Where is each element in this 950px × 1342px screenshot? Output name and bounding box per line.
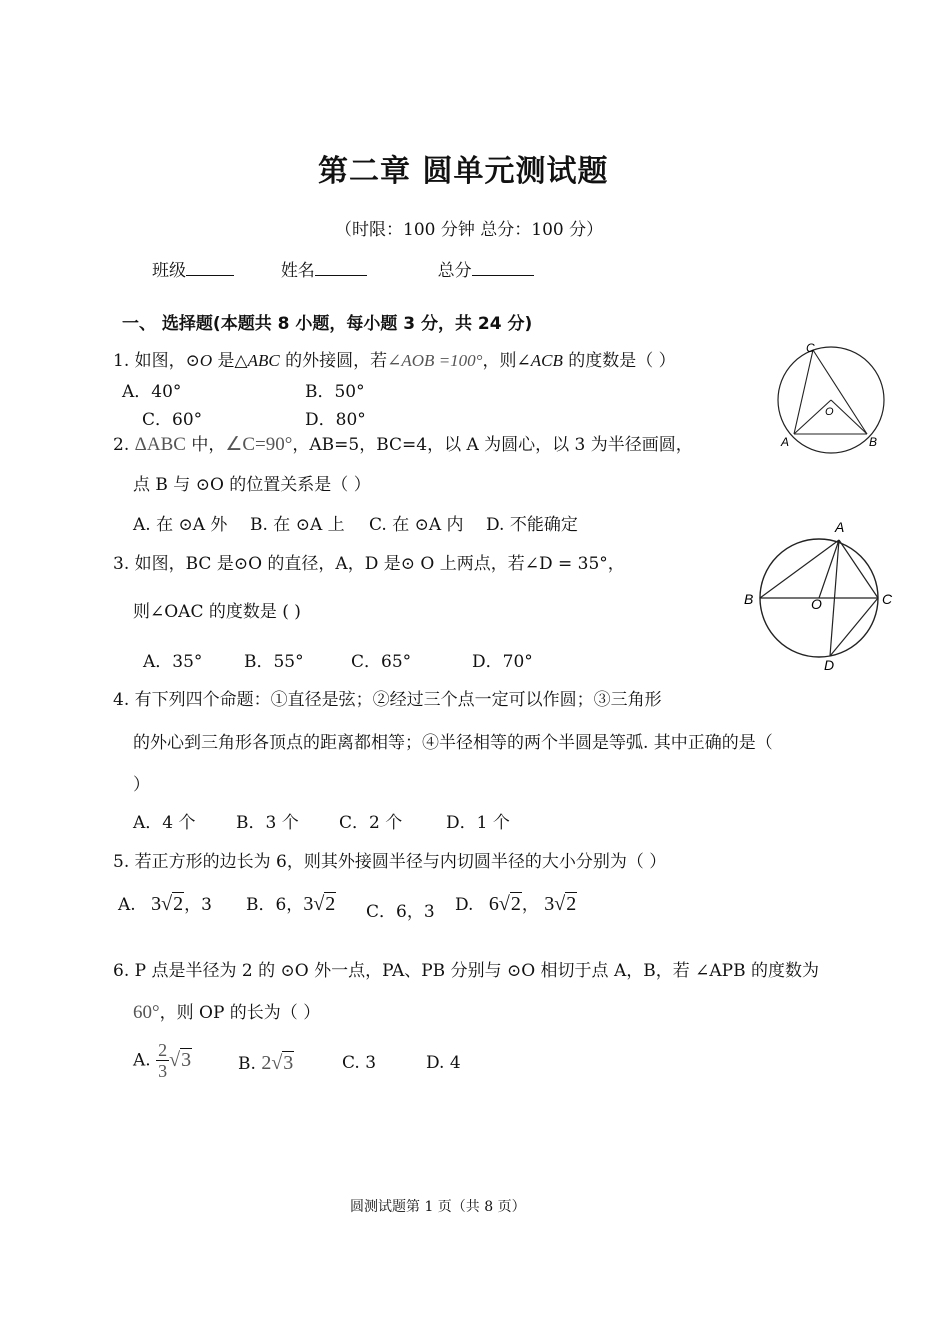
q6-option-d[interactable]: D. 4 — [426, 1053, 461, 1073]
name-blank — [315, 274, 367, 276]
question-5: 5. 若正方形的边长为 6，则其外接圆半径与内切圆半径的大小分别为（ ） — [113, 852, 667, 872]
q1-option-c[interactable]: C．60° — [142, 410, 203, 430]
fig2-label-d: D — [824, 657, 835, 673]
q5-option-d-sep: ， — [521, 895, 539, 915]
q3-option-b[interactable]: B．55° — [244, 652, 304, 672]
q3-line-2: 则∠OAC 的度数是 ( ) — [133, 602, 301, 622]
q2-angle: ∠C=90° — [225, 434, 293, 455]
class-label: 班级 — [152, 261, 186, 281]
exam-subtitle: （时限：100 分钟 总分：100 分） — [335, 220, 604, 240]
q6-line-2 — [133, 998, 320, 1024]
q5-option-d-value-1: 6√2 — [488, 893, 521, 915]
q6-option-b-value: 2√3 — [261, 1052, 294, 1074]
fig1-label-a: A — [781, 435, 790, 449]
q5-option-a-label: A. — [118, 895, 136, 915]
q1-triangle: ABC — [247, 351, 280, 370]
q1-angle-acb: ACB — [530, 351, 563, 370]
fig1-label-c: C — [806, 341, 815, 355]
q6-option-c[interactable]: C. 3 — [342, 1053, 377, 1073]
q1-angle: ∠AOB =100° — [387, 351, 483, 370]
class-blank — [186, 274, 234, 276]
fig2-label-b: B — [744, 591, 754, 607]
score-blank — [472, 274, 534, 276]
question-6: 6. P 点是半径为 2 的 ⊙O 外一点，PA、PB 分别与 ⊙O 相切于点 A，B，若 ∠APB 的度数为 — [113, 961, 819, 981]
q2-option-c[interactable]: C. 在 ⊙A 内 — [369, 515, 464, 535]
q2-text: 中， — [185, 435, 226, 455]
q4-line-2: 的外心到三角形各顶点的距离都相等；④半径相等的两个半圆是等弧. 其中正确的是（ — [133, 733, 773, 753]
q5-option-b[interactable] — [246, 890, 336, 916]
q6-option-a[interactable] — [133, 1040, 192, 1081]
q2-line-2: 点 B 与 ⊙O 的位置关系是（ ） — [133, 475, 371, 495]
q5-option-a-rest: ，3 — [184, 895, 212, 915]
q4-option-a[interactable]: A．4 个 — [133, 813, 196, 833]
q2-option-d[interactable]: D. 不能确定 — [486, 515, 578, 535]
page-title: 第二章 圆单元测试题 — [318, 154, 609, 189]
q6-option-b-label: B. — [238, 1054, 256, 1074]
q5-option-d-label: D. — [455, 895, 474, 915]
fig2-label-a: A — [835, 519, 845, 535]
q1-text: 的度数是（ ） — [562, 351, 676, 371]
q6-text: ，则 OP 的长为（ ） — [159, 1003, 321, 1023]
q4-option-c[interactable]: C．2 个 — [339, 813, 403, 833]
q4-option-d[interactable]: D．1 个 — [446, 813, 510, 833]
question-1 — [113, 346, 676, 371]
fig2-label-o: O — [811, 596, 822, 612]
q1-option-a[interactable]: A．40° — [122, 382, 182, 402]
fig1-label-o: O — [825, 406, 834, 418]
q1-option-d[interactable]: D．80° — [305, 410, 366, 430]
score-label: 总分 — [437, 261, 472, 281]
q6-option-b[interactable] — [238, 1052, 294, 1075]
q3-option-a[interactable]: A．35° — [143, 652, 203, 672]
q2-text: ，AB=5，BC=4，以 A 为圆心，以 3 为半径画圆， — [292, 435, 693, 455]
q6-option-a-label: A. — [133, 1050, 151, 1071]
q5-option-b-value: 3√2 — [303, 893, 336, 915]
section-heading: 一、 选择题(本题共 8 小题，每小题 3 分，共 24 分) — [122, 314, 533, 334]
q1-circle-o: O — [199, 351, 213, 370]
q4-line-3: ） — [133, 775, 150, 795]
page-footer: 圆测试题第 1 页（共 8 页） — [350, 1199, 526, 1215]
fig1-label-b: B — [869, 435, 878, 449]
q5-option-b-label: B．6， — [246, 895, 304, 915]
q5-option-d[interactable] — [455, 890, 577, 916]
q2-triangle: ΔABC — [134, 434, 186, 455]
figure-1-circle-diagram — [770, 338, 890, 460]
q5-option-c[interactable]: C．6，3 — [366, 902, 435, 922]
figure-2-circle-diagram — [740, 515, 902, 675]
q1-text: 是△ — [212, 351, 248, 371]
q5-option-a-value: 3√2 — [151, 893, 184, 915]
name-label: 姓名 — [280, 261, 315, 281]
question-2 — [113, 430, 693, 456]
q5-option-d-value-2: 3√2 — [544, 893, 577, 915]
question-4: 4. 有下列四个命题：①直径是弦；②经过三个点一定可以作圆；③三角形 — [113, 690, 662, 710]
q3-option-d[interactable]: D．70° — [472, 652, 533, 672]
q5-option-a[interactable] — [118, 890, 212, 916]
q2-option-b[interactable]: B. 在 ⊙A 上 — [250, 515, 345, 535]
q1-text: 的外接圆，若 — [279, 351, 388, 371]
fig2-label-c: C — [882, 591, 893, 607]
q4-option-b[interactable]: B．3 个 — [236, 813, 299, 833]
q3-option-c[interactable]: C．65° — [351, 652, 412, 672]
q1-option-b[interactable]: B．50° — [305, 382, 365, 402]
q6-option-a-root: √3 — [169, 1049, 192, 1071]
q2-option-a[interactable]: A. 在 ⊙A 外 — [133, 515, 228, 535]
q6-option-a-fraction: $\frac{2}{3}$ — [158, 1040, 168, 1081]
q6-angle: 60° — [133, 1002, 160, 1023]
question-3: 3. 如图，BC 是⊙O 的直径，A，D 是⊙ O 上两点，若∠D = 35°， — [113, 554, 625, 574]
info-row — [152, 256, 534, 281]
q1-text: 1. 如图，⊙ — [113, 351, 200, 371]
q2-text: 2. — [113, 435, 135, 455]
q1-text: ，则∠ — [482, 351, 531, 371]
